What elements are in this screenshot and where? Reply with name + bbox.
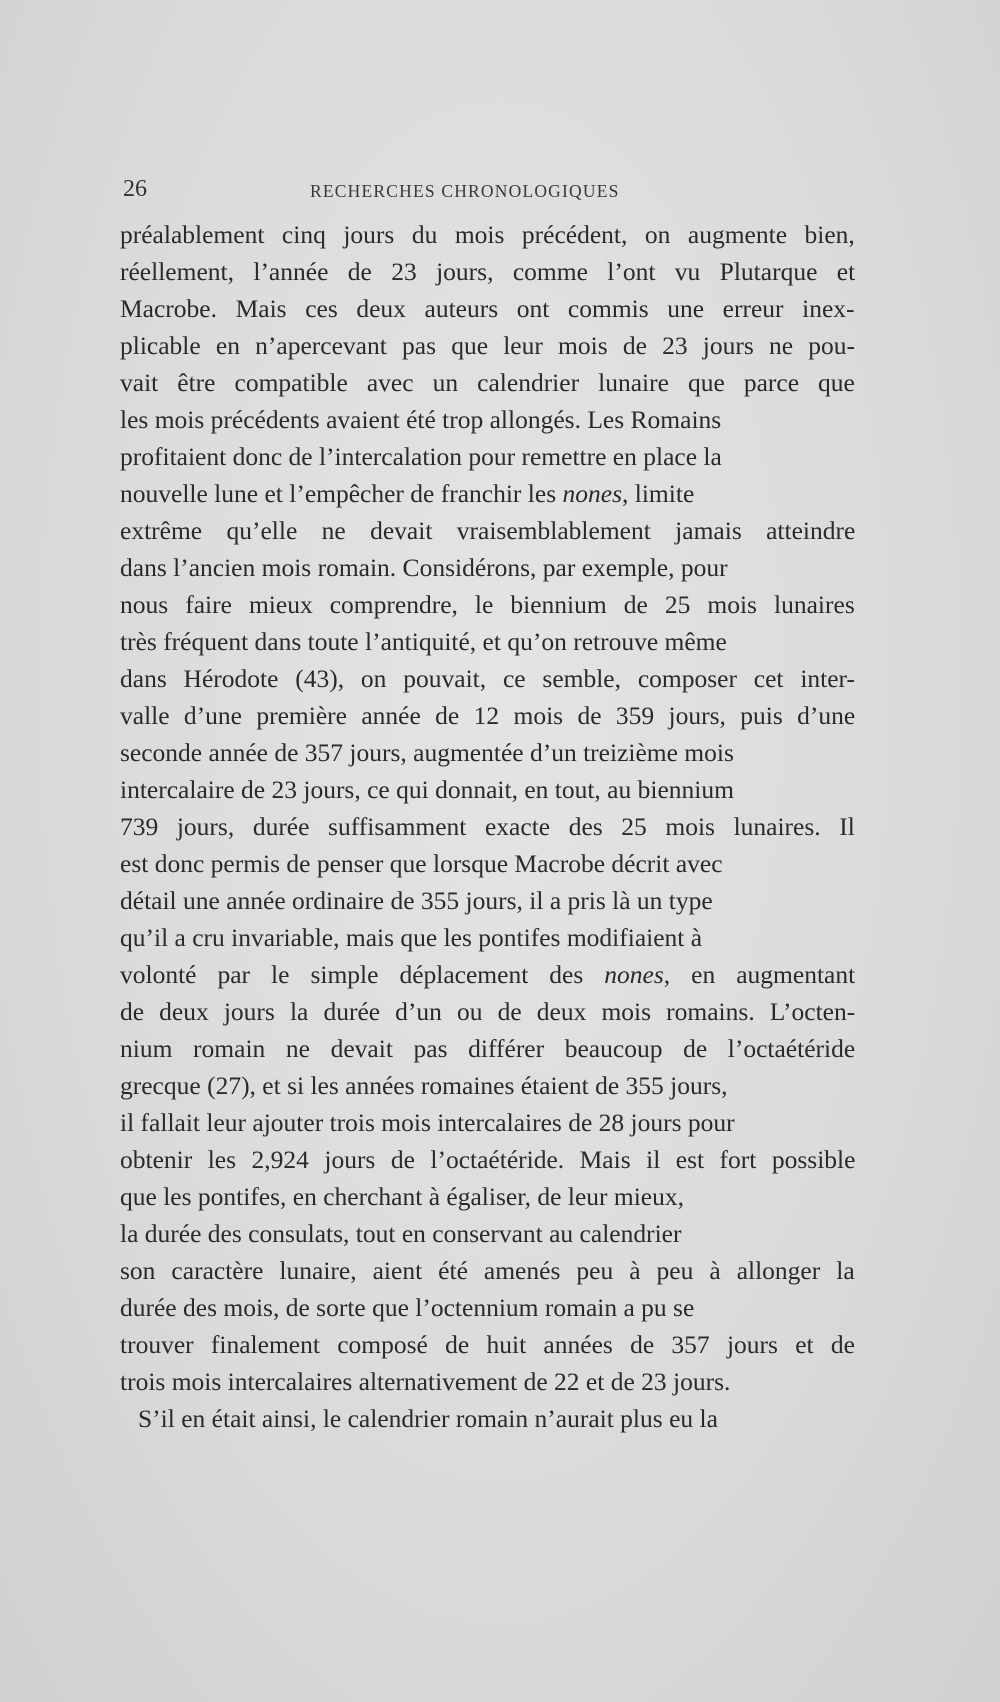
text-line: son caractère lunaire, aient été amenés peu à peu à allonger la xyxy=(120,1256,855,1285)
text-line: nous faire mieux comprendre, le biennium de 25 mois lunaires xyxy=(120,590,855,619)
text-line: il fallait leur ajouter trois mois intercalaires de 28 jours pour xyxy=(120,1108,735,1137)
italic-word: nones xyxy=(562,479,623,508)
text-line xyxy=(120,956,855,993)
text-line: Macrobe. Mais ces deux auteurs ont commis une erreur inex- xyxy=(120,294,855,323)
text-line xyxy=(120,475,855,512)
text-line: obtenir les 2,924 jours de l’octaétéride. Mais il est fort possible xyxy=(120,1145,855,1174)
italic-word: nones xyxy=(604,960,664,989)
text-line: nium romain ne devait pas différer beaucoup de l’octaétéride xyxy=(120,1034,855,1063)
line-text: nouvelle lune et l’empêcher de franchir les xyxy=(120,479,563,508)
text-line: préalablement cinq jours du mois précédent, on augmente bien, xyxy=(120,220,855,249)
text-line: de deux jours la durée d’un ou de deux mois romains. L’octen- xyxy=(120,997,855,1026)
line-text: , en augmentant xyxy=(663,960,855,989)
text-line: valle d’une première année de 12 mois de 359 jours, puis d’une xyxy=(120,701,855,730)
line-text: volonté par le simple déplacement des xyxy=(120,960,605,989)
text-line: vait être compatible avec un calendrier lunaire que parce que xyxy=(120,368,855,397)
text-line: seconde année de 357 jours, augmentée d’un treizième mois xyxy=(120,738,734,767)
text-line: dans Hérodote (43), on pouvait, ce semble, composer cet inter- xyxy=(120,664,855,693)
running-title: RECHERCHES CHRONOLOGIQUES xyxy=(310,181,620,201)
text-line: grecque (27), et si les années romaines étaient de 355 jours, xyxy=(120,1071,728,1100)
text-line: est donc permis de penser que lorsque Macrobe décrit avec xyxy=(120,849,723,878)
text-line: profitaient donc de l’intercalation pour remettre en place la xyxy=(120,442,722,471)
text-line: plicable en n’apercevant pas que leur mois de 23 jours ne pou- xyxy=(120,331,855,360)
text-line: dans l’ancien mois romain. Considérons, par exemple, pour xyxy=(120,553,728,582)
text-line: 739 jours, durée suffisamment exacte des 25 mois lunaires. Il xyxy=(120,812,855,841)
text-line: trouver finalement composé de huit années de 357 jours et de xyxy=(120,1330,855,1359)
text-line: la durée des consulats, tout en conservant au calendrier xyxy=(120,1219,682,1248)
text-line: détail une année ordinaire de 355 jours, il a pris là un type xyxy=(120,886,713,915)
text-line: les mois précédents avaient été trop allongés. Les Romains xyxy=(120,405,722,434)
body-text xyxy=(120,216,855,1437)
text-line: qu’il a cru invariable, mais que les pontifes modifiaient à xyxy=(120,923,703,952)
text-line: intercalaire de 23 jours, ce qui donnait, en tout, au biennium xyxy=(120,775,734,804)
text-line: durée des mois, de sorte que l’octennium romain a pu se xyxy=(120,1293,695,1322)
page-number: 26 xyxy=(123,176,147,202)
line-text: , limite xyxy=(622,479,695,508)
text-line: extrême qu’elle ne devait vraisemblablement jamais atteindre xyxy=(120,516,855,545)
text-line: S’il en était ainsi, le calendrier romain n’aurait plus eu la xyxy=(138,1404,718,1433)
text-line: très fréquent dans toute l’antiquité, et qu’on retrouve même xyxy=(120,627,727,656)
text-line: trois mois intercalaires alternativement de 22 et de 23 jours. xyxy=(120,1367,731,1396)
text-line: que les pontifes, en cherchant à égaliser, de leur mieux, xyxy=(120,1182,685,1211)
text-line: réellement, l’année de 23 jours, comme l’ont vu Plutarque et xyxy=(120,257,855,286)
running-head xyxy=(120,176,855,206)
